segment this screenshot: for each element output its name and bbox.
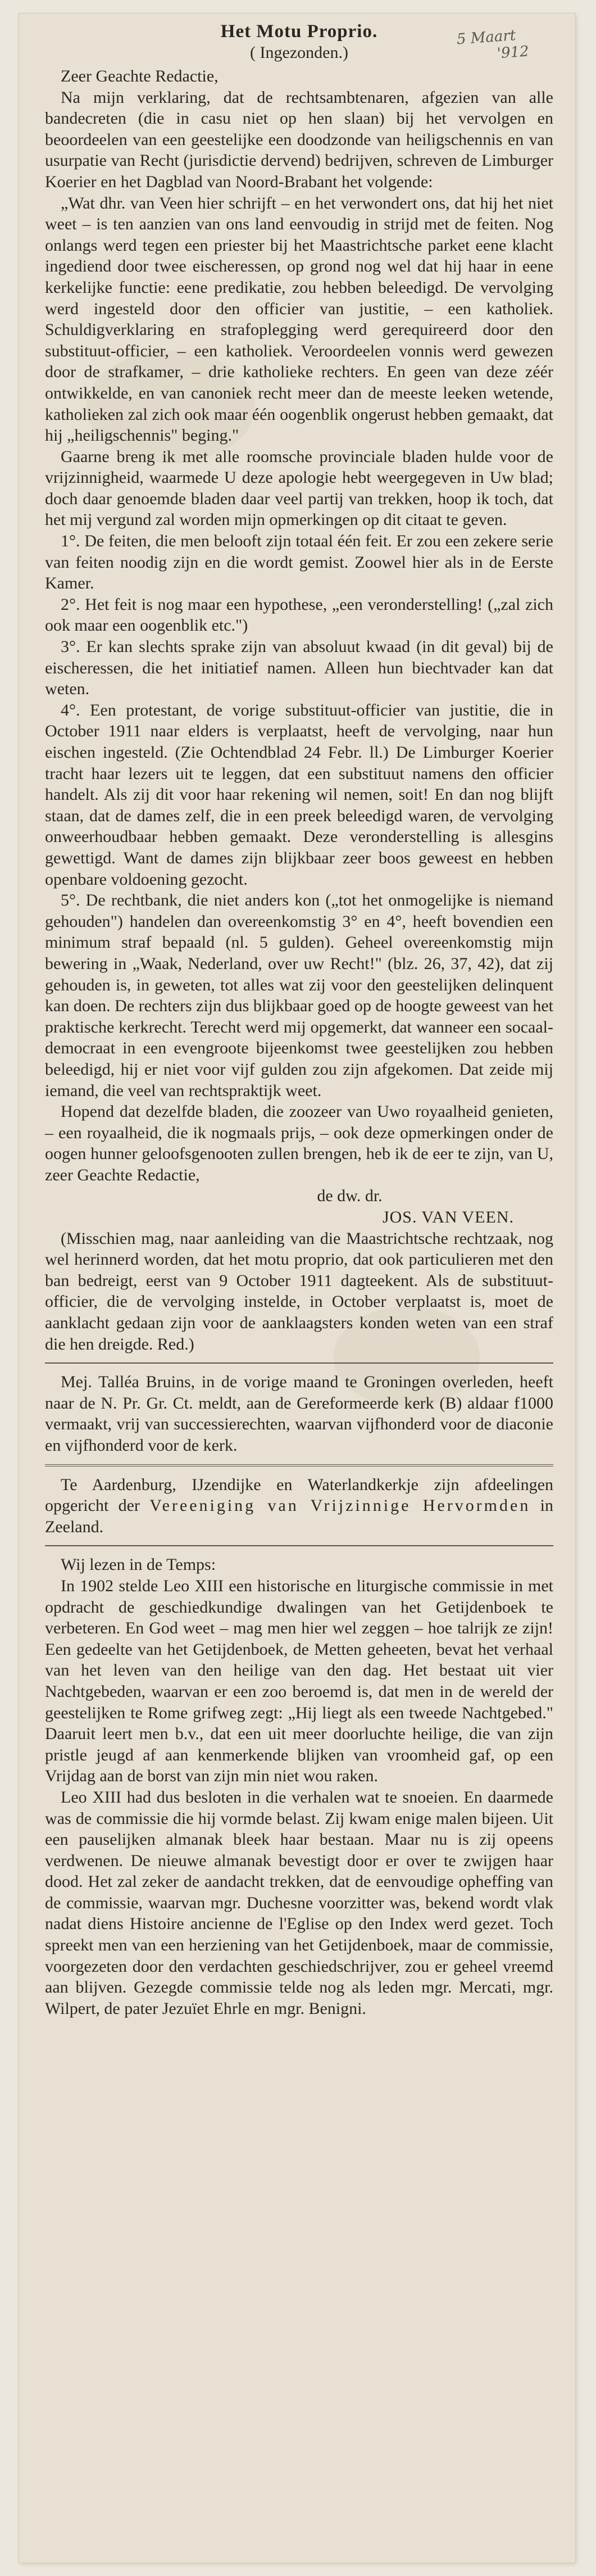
letter-paragraph: Gaarne breng ik met alle roomsche provinciale bladen hulde voor de vrijzinnigheid, waarmede U deze apologie hebt weergegeven in Uw blad; doch daar genoemde bladen daar veel partij van trekken, hoop ik toch, dat het mij vergund zal worden mijn opmerkingen op dit citaat te geven.	[45, 447, 553, 529]
notice-aardenburg-society: Vereeniging van Vrijzinnige Hervormden	[149, 1496, 531, 1515]
letter-paragraph: 1°. De feiten, die men belooft zijn totaal één feit. Er zou een zekere serie van feiten noodig zijn en die wordt gemist. Zoowel hier als in de Eerste Kamer.	[45, 532, 553, 593]
notice-aardenburg	[45, 1474, 553, 1538]
section-divider	[45, 1545, 553, 1546]
letter-body	[45, 66, 553, 1355]
letter-paragraph: „Wat dhr. van Veen hier schrijft – en het verwondert ons, dat hij het niet weet – is ten aanzien van ons land eenvoudig in strijd met de feiten. Nog onlangs werd tegen een priester bij het Maastrichtsche parket eene klacht ingediend door twee eischeressen, op grond nog wel dat hij haar in eene kerkelijke functie: eene predikatie, zou hebben beleedigd. De vervolging werd ingesteld door den officier van justitie, – een katholiek. Schuldigverklaring en strafoplegging werd gerequireerd door den substituut-officier, – een katholiek. Veroordeelen vonnis werd gewezen door de strafkamer, – drie katholieke rechters. En geen van deze zéér ontwikkelde, en van canoniek recht meer dan de meeste leeken wetende, katholieken zal zich ook maar één oogenblik ongerust hebben gemaakt, dat hij „heiligschennis" beging."	[45, 193, 553, 445]
handwritten-date-day-month: 5 Maart	[456, 27, 517, 48]
section-divider	[45, 1362, 553, 1364]
notice-bruins	[45, 1371, 553, 1456]
letter-paragraph: 4°. Een protestant, de vorige substituut-officier van justitie, die in October 1911 naar elders is verplaatst, heeft de vervolging, naar hun eischen ingesteld. (Zie Ochtendblad 24 Febr. ll.) De Limburger Koerier tracht haar lezers uit te leggen, dat een substituut namens den officier handelt. Als zij dit voor haar rekening wil nemen, soit! En dan nog blijft staan, dat de dames zelf, die in een preek beleedigd waren, de vervolging onweerhoudbaar hebben gemaakt. Deze veronderstelling is allesgins gewettigd. Want de dames zijn blijkbaar zeer boos geweest en hebben openbare voldoening gezocht.	[45, 700, 553, 889]
section-divider	[45, 1464, 553, 1466]
editor-note: (Misschien mag, naar aanleiding van die Maastrichtsche rechtzaak, nog wel herinnerd worden, dat het motu proprio, dat ook particulieren met den ban bedreigt, eerst van 9 October 1911 dagteekent. Als de substituut-officier, die de vervolging instelde, in October verplaatst is, moet de aanklacht gedaan zijn voor de aanklaagsters konden weten van een straf die hen dreigde. Red.)	[45, 1229, 553, 1353]
letter-paragraph: Hopend dat dezelfde bladen, die zoozeer van Uwo royaalheid genieten, – een royaalheid, die ik nogmaals prijs, – ook deze opmerkingen onder de oogen hunner geloofsgenooten zullen brengen, heb ik de eer te zijn, van U, zeer Geachte Redactie,	[45, 1102, 553, 1184]
temps-paragraph: Leo XIII had dus besloten in die verhalen wat te snoeien. En daarmede was de commissie die hij vormde belast. Zij kwam enige malen bijeen. Uit een pauselijken almanak bleek haar bestaan. Maar nu is zij opeens verdwenen. De nieuwe almanak bevestigt door er over te zwijgen haar dood. Het zal zeker de aandacht trekken, dat de eenvoudige opheffing van de commissie, waarvan mgr. Duchesne voorzitter was, bekend wordt vlak nadat diens Histoire ancienne de l'Eglise op den Index werd gezet. Toch spreekt men van een herziening van het Getijdenboek, maar de commissie, voorgezeten door den verdachten geschiedschrijver, zou er geheel vreemd aan blijven. Gezegde commissie telde nog als leden mgr. Mercati, mgr. Wilpert, de pater Jezuïet Ehrle en mgr. Benigni.	[45, 1787, 553, 2018]
newspaper-clipping	[19, 13, 575, 2563]
article-title: Het Motu Proprio.	[220, 21, 378, 42]
letter-paragraph: Zeer Geachte Redactie,	[61, 67, 219, 85]
notice-bruins-text: Mej. Talléa Bruins, in de vorige maand te Groningen overleden, heeft naar de N. Pr. Gr. Ct. meldt, aan de Gereformeerde kerk (B) aldaar f1000 vermaakt, vrij van successierechten, waarvan vijfhonderd voor de diaconie en vijfhonderd voor de kerk.	[45, 1373, 553, 1455]
temps-paragraph: In 1902 stelde Leo XIII een historische en liturgische commissie in met opdracht de geschiedkundige dwalingen van het Getijdenboek te verbeteren. En God weet – mag men hier wel zeggen – hoe talrijk ze zijn! Een gedeelte van het Getijdenboek, de Metten geheeten, bevat het verhaal van het leven van den heilige van den dag. Het bestaat uit vier Nachtgebeden, waarvan er een zoo beroemd is, dat men in de wereld der geestelijken te Rome grifweg zegt: „Hij liegt als een tweede Nachtgebed." Daaruit leert men b.v., dat een uit meer doorluchte heilige, die van zijn pristle jeugd af aan kenmerkende blijken van vroomheid gaf, op een Vrijdag aan de borst van zijn min niet wou raken.	[45, 1576, 553, 1786]
letter-paragraph: 3°. Er kan slechts sprake zijn van absoluut kwaad (in dit geval) bij de eischeressen, die het initiatief namen. Alleen hun biechtvader kan dat weten.	[45, 637, 553, 699]
notice-aardenburg-text	[45, 1474, 553, 1538]
article-column	[45, 13, 553, 2019]
notice-aardenburg-prefix: Te Aardenburg, IJzendijke en Waterlandkerkje zijn afdeelingen opgericht der	[45, 1475, 553, 1515]
letter-paragraph: 5°. De rechtbank, die niet anders kon („tot het onmogelijke is niemand gehouden") handelen dan overeenkomstig 3° en 4°, heeft bovendien een minimum straf bepaald (nl. 5 gulden). Geheel overeenkomstig mijn bewering in „Waak, Nederland, over uw Recht!" (blz. 26, 37, 42), dat zij gehouden is, in geweten, tot alles wat zij voor den geestelijken delinquent kan doen. De rechters zijn dus blijkbaar goed op de hoogte geweest van het praktische kerkrecht. Terecht werd mij opgemerkt, dat wanneer een socaal-democraat in een evengroote bijeenkomst twee geestelijken zou hebben beleedigd, hij er niet voor vijf gulden zou zijn afgekomen. Dat zeide mij iemand, die veel van rechtspraktijk weet.	[45, 891, 553, 1100]
letter-paragraph: 2°. Het feit is nog maar een hypothese, „een veronderstelling! („zal zich ook maar een oogenblik etc.")	[45, 595, 553, 635]
letter-signature: JOS. VAN VEEN.	[382, 1208, 514, 1227]
temps-paragraph: Wij lezen in de Temps:	[61, 1555, 216, 1574]
notice-aardenburg-suffix: in Zeeland.	[45, 1496, 553, 1536]
letter-paragraph: Na mijn verklaring, dat de rechtsambtenaren, afgezien van alle bandecreten (die in casu niet op hen slaan) bij het vervolgen en beoordeelen van een geestelijke een doodzonde van heiligschennis en van usurpatie van Recht (jurisdictie dervend) bedrijven, schreven de Limburger Koerier en het Dagblad van Noord-Brabant het volgende:	[45, 88, 553, 191]
letter-closing: de dw. dr.	[317, 1187, 383, 1206]
article-subtitle: ( Ingezonden.)	[250, 43, 348, 62]
handwritten-date-year: '912	[496, 43, 530, 62]
temps-article	[45, 1554, 553, 2019]
